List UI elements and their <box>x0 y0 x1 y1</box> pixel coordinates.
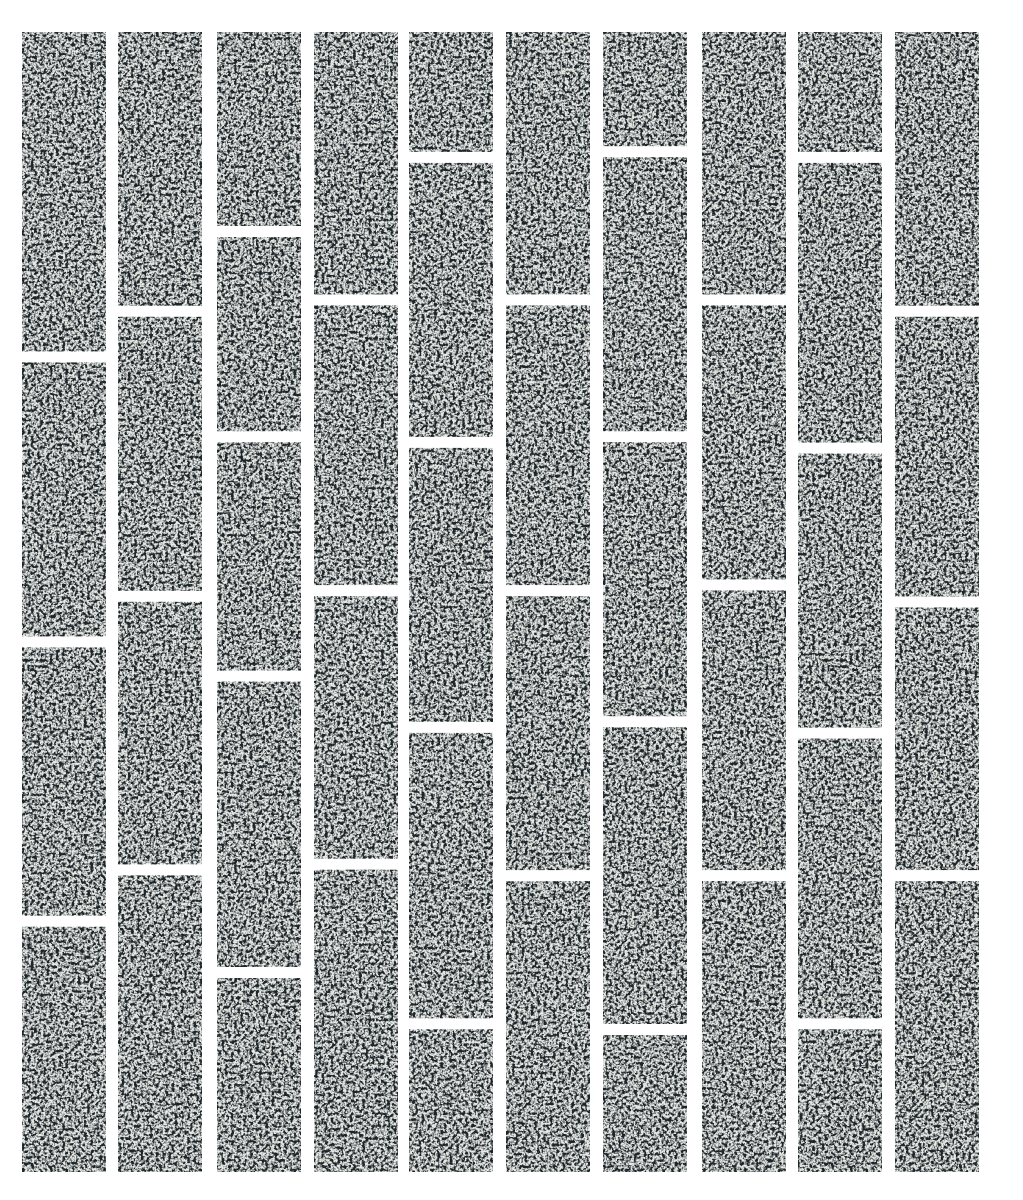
granite-tile <box>217 237 301 431</box>
granite-tile <box>22 927 106 1172</box>
granite-tile <box>603 442 687 716</box>
granite-tile <box>217 32 301 226</box>
granite-tile <box>22 32 106 351</box>
granite-tile <box>409 163 493 437</box>
granite-tile <box>314 305 398 585</box>
granite-tile <box>217 442 301 670</box>
granite-tile <box>895 608 979 871</box>
granite-tile <box>603 32 687 146</box>
granite-tile <box>603 1035 687 1172</box>
granite-tile <box>217 978 301 1172</box>
granite-tile <box>702 305 786 579</box>
granite-tile <box>798 1029 882 1172</box>
granite-tile <box>702 32 786 294</box>
granite-tile <box>603 727 687 1024</box>
granite-tile <box>217 682 301 967</box>
granite-tile <box>798 454 882 728</box>
granite-tile <box>409 448 493 722</box>
granite-tile <box>702 590 786 870</box>
granite-tile <box>702 881 786 1172</box>
granite-tile <box>22 362 106 636</box>
granite-tile <box>409 733 493 1018</box>
granite-tile <box>118 875 202 1172</box>
granite-tile <box>895 317 979 597</box>
granite-tile <box>506 32 590 294</box>
granite-tile <box>409 32 493 152</box>
granite-tile <box>603 157 687 431</box>
granite-tile <box>22 647 106 915</box>
granite-tile <box>118 32 202 306</box>
granite-tile <box>506 881 590 1172</box>
granite-tile <box>798 32 882 152</box>
granite-tile <box>506 596 590 870</box>
granite-tile <box>798 163 882 443</box>
granite-tile <box>895 32 979 306</box>
granite-tile <box>314 870 398 1172</box>
granite-tile <box>895 881 979 1172</box>
granite-tile <box>798 739 882 1019</box>
granite-tile <box>409 1029 493 1172</box>
granite-tile <box>314 596 398 859</box>
granite-tile <box>118 602 202 865</box>
granite-tile <box>118 317 202 591</box>
granite-tile <box>506 305 590 585</box>
granite-tile <box>314 32 398 294</box>
